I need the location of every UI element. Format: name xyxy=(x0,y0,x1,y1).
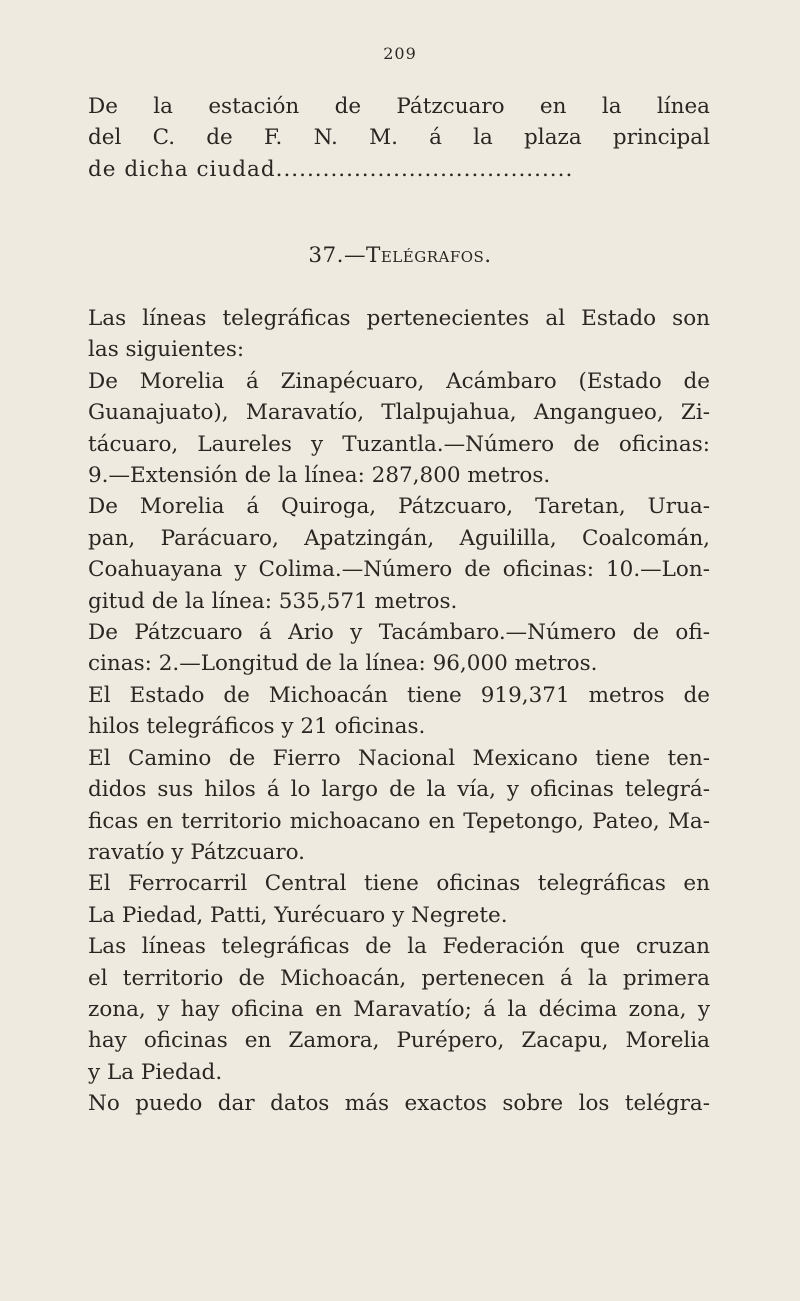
text-line: De Morelia á Quiroga, Pátzcuaro, Taretan, Urua- xyxy=(88,494,710,520)
section-heading: 37.—Telégrafos. xyxy=(308,243,492,268)
text-line: el territorio de Michoacán, pertenecen á la primera xyxy=(88,965,710,991)
text-line: El Camino de Fierro Nacional Mexicano tiene ten- xyxy=(88,745,710,771)
text-line: Coahuayana y Colima.—Número de oficinas: 10.—Lon- xyxy=(88,557,710,583)
text-line: Guanajuato), Maravatío, Tlalpujahua, Angangueo, Zi- xyxy=(88,400,710,426)
text-line: hilos telegráficos y 21 oficinas. xyxy=(88,714,426,740)
text-line: las siguientes: xyxy=(88,337,245,363)
text-line: tácuaro, Laureles y Tuzantla.—Número de oficinas: xyxy=(88,431,710,457)
text-line: ravatío y Pátzcuaro. xyxy=(88,839,306,865)
text-line: de dicha ciudad...................................... xyxy=(88,156,574,182)
text-line: zona, y hay oficina en Maravatío; á la décima zona, y xyxy=(88,996,710,1022)
text-line: cinas: 2.—Longitud de la línea: 96,000 metros. xyxy=(88,651,598,677)
text-line: pan, Parácuaro, Apatzingán, Aguililla, Coalcomán, xyxy=(88,525,710,551)
text-line: Las líneas telegráficas pertenecientes al Estado son xyxy=(88,306,710,331)
text-line: No puedo dar datos más exactos sobre los telégra- xyxy=(88,1091,710,1117)
text-line: del C. de F. N. M. á la plaza principal xyxy=(88,125,710,151)
text-line: El Estado de Michoacán tiene 919,371 metros de xyxy=(88,682,710,708)
text-line: De Morelia á Zinapécuaro, Acámbaro (Estado de xyxy=(88,368,710,394)
text-line: hay oficinas en Zamora, Purépero, Zacapu, Morelia xyxy=(88,1028,710,1054)
text-line: didos sus hilos á lo largo de la vía, y oficinas telegrá- xyxy=(88,777,710,803)
text-line: y La Piedad. xyxy=(88,1059,223,1085)
text-line: 9.—Extensión de la línea: 287,800 metros. xyxy=(88,463,551,489)
text-line: ficas en territorio michoacano en Tepetongo, Pateo, Ma- xyxy=(88,808,710,834)
text-line: La Piedad, Patti, Yurécuaro y Negrete. xyxy=(88,902,508,928)
text-line: Las líneas telegráficas de la Federación que cruzan xyxy=(88,934,710,960)
intro-paragraph xyxy=(88,91,710,185)
text-line: De la estación de Pátzcuaro en la línea xyxy=(88,94,710,119)
text-line: gitud de la línea: 535,571 metros. xyxy=(88,588,458,614)
text-line: El Ferrocarril Central tiene oficinas telegráficas en xyxy=(88,871,710,897)
text-line: De Pátzcuaro á Ario y Tacámbaro.—Número de ofi- xyxy=(88,620,710,646)
main-body xyxy=(88,303,710,1120)
page-number: 209 xyxy=(383,44,417,63)
